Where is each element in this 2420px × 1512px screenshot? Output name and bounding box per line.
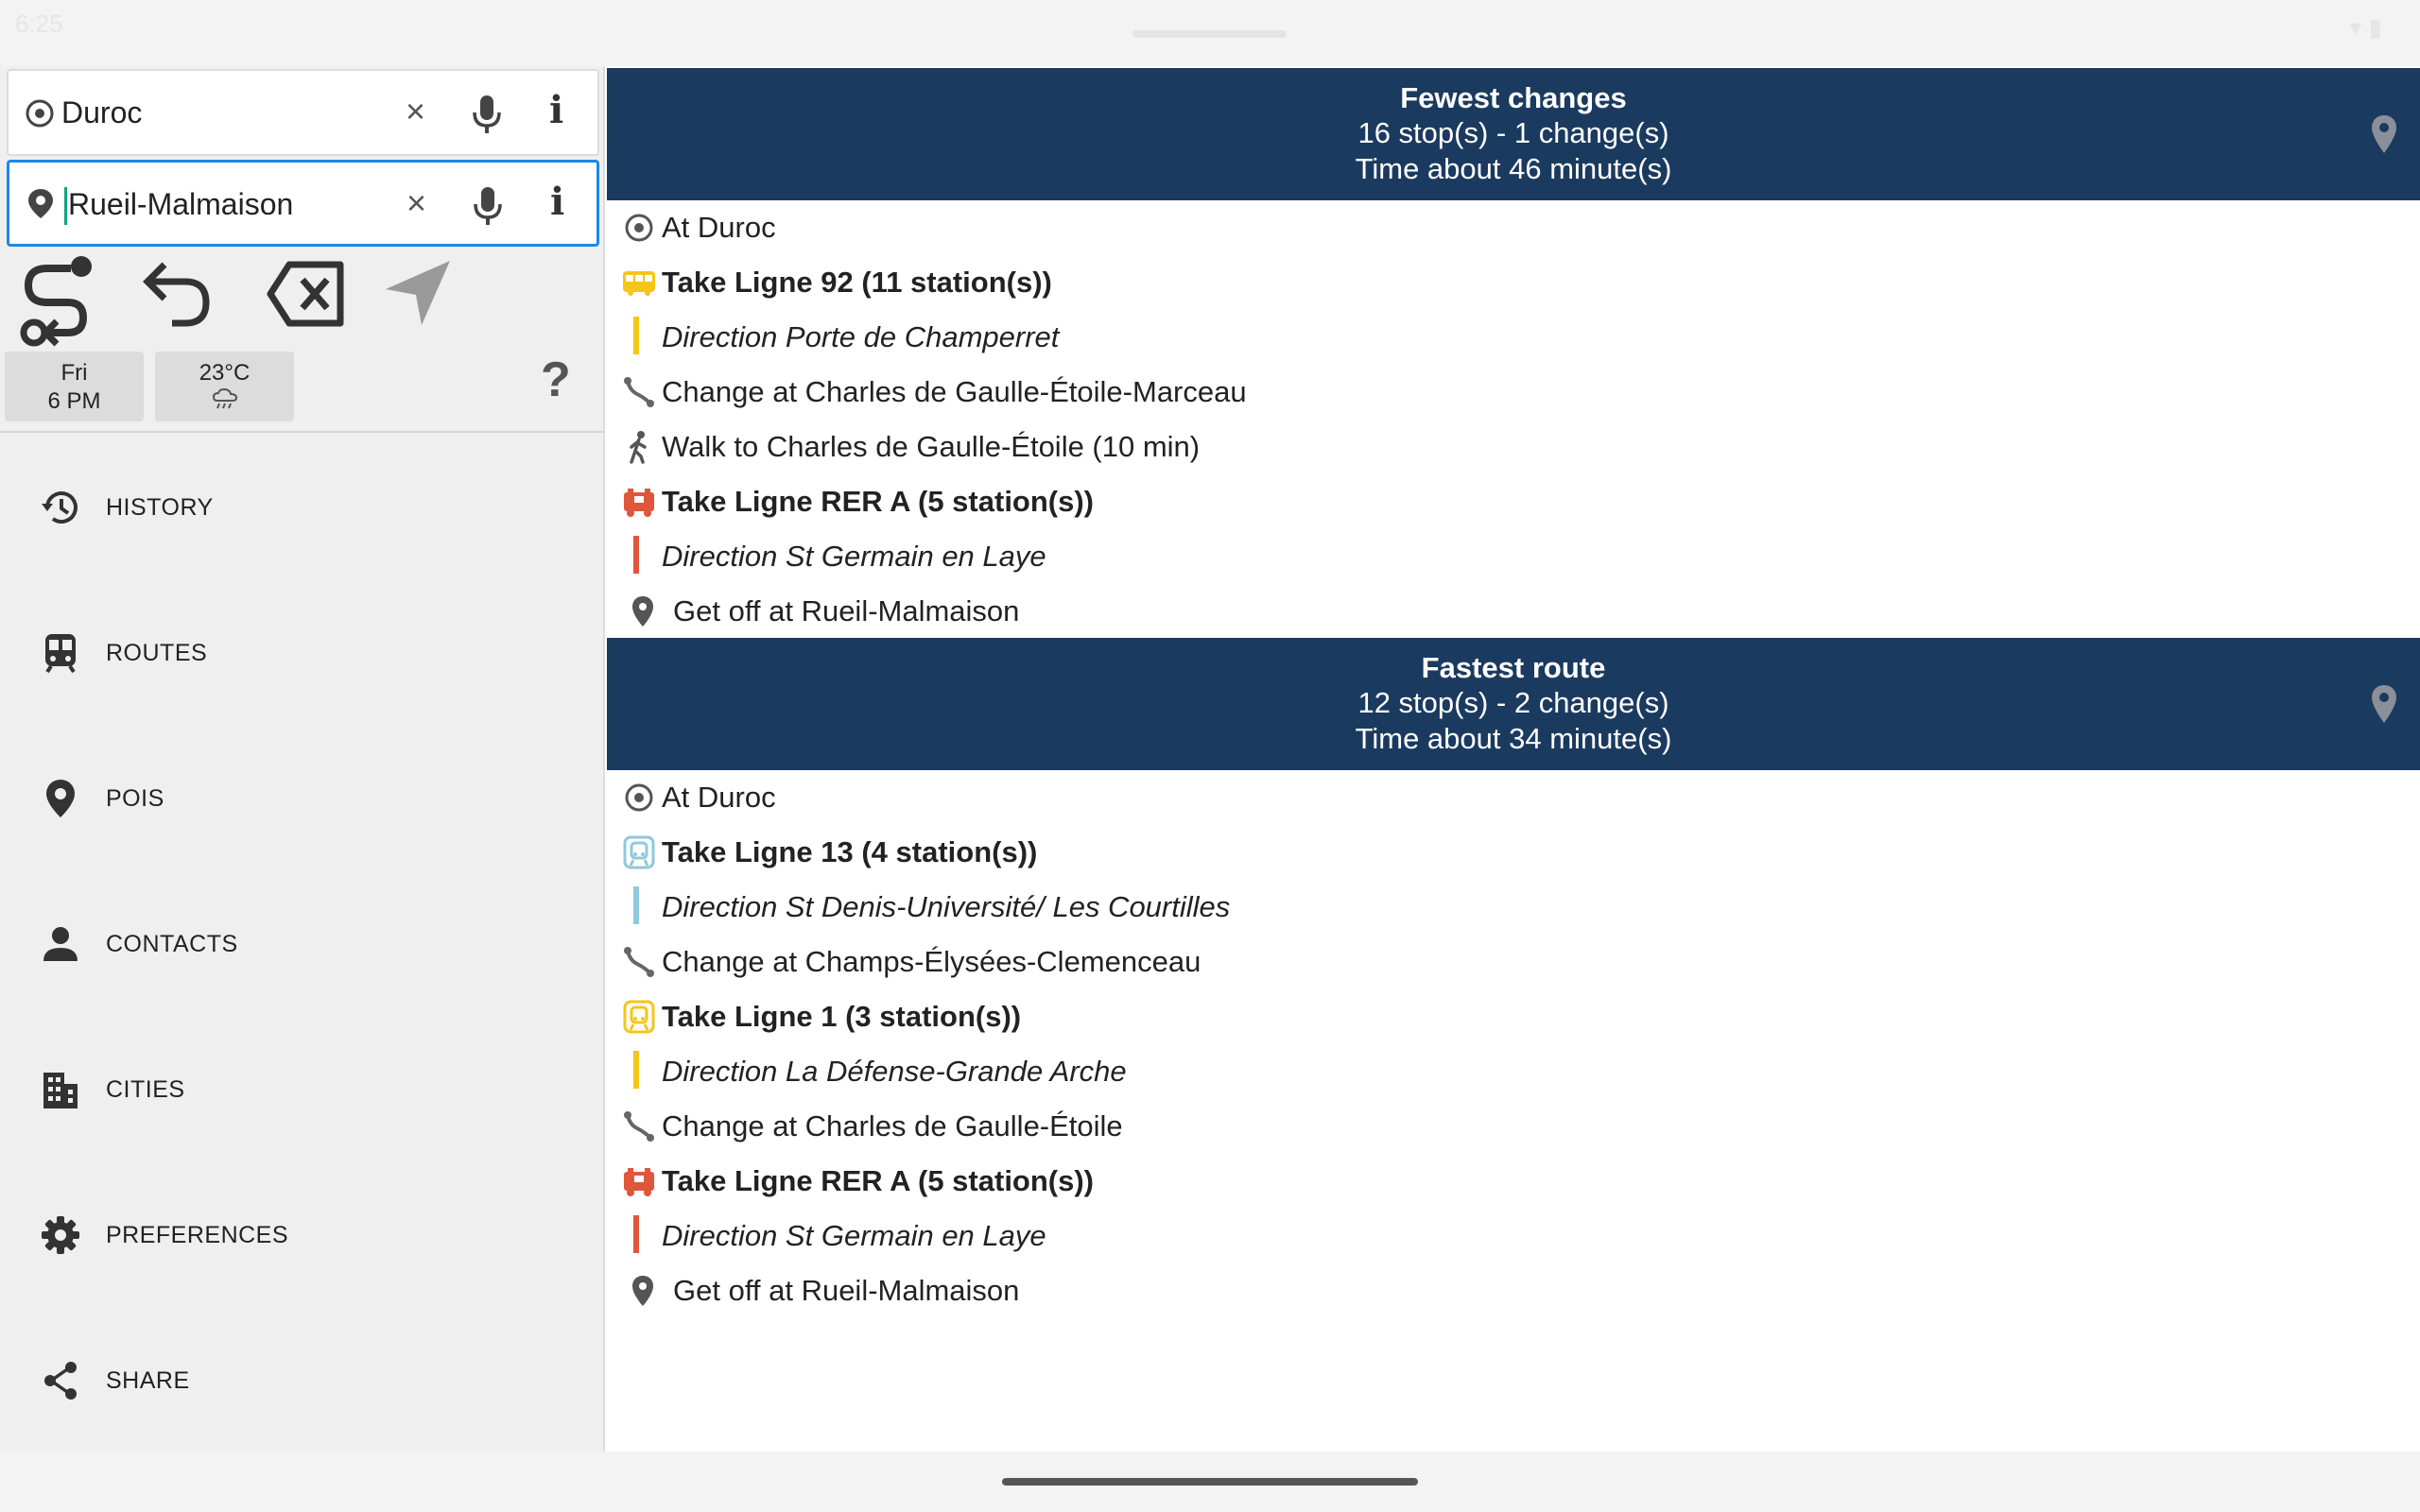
origin-target-icon (622, 781, 656, 815)
city-icon (40, 1069, 81, 1110)
transfer-icon (622, 375, 656, 409)
route-duration: Time about 34 minute(s) (1355, 722, 1672, 755)
top-drag-handle[interactable] (1132, 30, 1287, 38)
help-icon[interactable]: ? (541, 352, 571, 407)
step-direction (607, 1045, 2403, 1100)
history-icon (40, 487, 81, 528)
step-text: Get off at Rueil-Malmaison (673, 1274, 1020, 1307)
chip-time: 6 PM (47, 388, 101, 414)
step-take-line (607, 256, 2403, 311)
menu-label-cities: CITIES (106, 1076, 185, 1103)
datetime-chip[interactable] (5, 352, 144, 421)
menu-item-share[interactable] (0, 1332, 605, 1426)
route-header-fastest-route[interactable] (607, 638, 2420, 770)
step-text: Direction St Germain en Laye (662, 540, 1046, 573)
divider (0, 431, 605, 433)
chip-day: Fri (60, 360, 88, 386)
menu-label-share: SHARE (106, 1367, 190, 1394)
microphone-icon[interactable] (468, 94, 506, 135)
step-direction (607, 530, 2403, 585)
metro-icon (622, 835, 656, 869)
step-text: Take Ligne 92 (11 station(s)) (662, 266, 1052, 299)
microphone-icon[interactable] (469, 185, 507, 227)
menu-item-preferences[interactable] (0, 1186, 605, 1280)
chip-temperature: 23°C (199, 360, 251, 386)
walk-icon (622, 430, 656, 464)
line-color-bar (633, 1051, 639, 1089)
route-header-fewest-changes[interactable] (607, 68, 2420, 200)
wifi-battery-icon: ▾ ▮ (2349, 13, 2382, 42)
status-time: 6:25 (15, 9, 63, 38)
step-end (607, 1264, 2403, 1319)
destination-input[interactable]: Rueil-Malmaison (68, 187, 294, 221)
location-pin-icon (40, 778, 81, 819)
menu-item-routes[interactable] (0, 604, 605, 698)
bus-icon (622, 266, 656, 300)
left-panel (0, 66, 605, 1452)
show-on-map-pin-icon[interactable] (2369, 113, 2399, 155)
navigation-bar (0, 1452, 2420, 1512)
step-text: Take Ligne RER A (5 station(s)) (662, 1164, 1095, 1197)
step-take-line (607, 826, 2403, 881)
rain-cloud-icon (212, 387, 238, 410)
step-text: Change at Charles de Gaulle-Étoile (662, 1109, 1123, 1143)
step-direction (607, 1210, 2403, 1264)
step-text: Change at Charles de Gaulle-Étoile-Marceau (662, 375, 1247, 408)
home-gesture-handle[interactable] (1002, 1478, 1418, 1486)
step-direction (607, 881, 2403, 936)
origin-field[interactable] (7, 69, 599, 156)
step-text: Take Ligne 13 (4 station(s)) (662, 835, 1038, 868)
step-end (607, 585, 2403, 640)
location-pin-icon (630, 1274, 664, 1308)
show-on-map-pin-icon[interactable] (2369, 683, 2399, 725)
swap-route-icon[interactable] (19, 253, 100, 348)
clear-origin-icon[interactable]: × (406, 92, 426, 130)
line-color-bar (633, 536, 639, 574)
origin-input[interactable]: Duroc (61, 95, 143, 129)
step-text: Direction Porte de Champerret (662, 320, 1060, 353)
status-bar (0, 0, 2420, 66)
step-text: Take Ligne 1 (3 station(s)) (662, 1000, 1022, 1033)
route-title: Fastest route (1421, 651, 1606, 684)
line-color-bar (633, 1215, 639, 1253)
location-pin-icon (630, 594, 664, 628)
line-color-bar (633, 317, 639, 354)
share-icon (40, 1360, 81, 1401)
step-change (607, 936, 2403, 990)
step-text: Direction St Denis-Université/ Les Courtilles (662, 890, 1231, 923)
menu-label-history: HISTORY (106, 494, 214, 521)
step-text: Direction St Germain en Laye (662, 1219, 1046, 1252)
navigate-arrow-icon[interactable] (382, 257, 454, 329)
step-text: Get off at Rueil-Malmaison (673, 594, 1020, 627)
menu-item-pois[interactable] (0, 749, 605, 844)
step-start (607, 201, 2403, 256)
step-take-line (607, 1155, 2403, 1210)
menu-label-preferences: PREFERENCES (106, 1222, 289, 1248)
step-direction (607, 311, 2403, 366)
gear-icon (40, 1214, 81, 1256)
metro-icon (622, 1000, 656, 1034)
routes-panel (607, 66, 2420, 1452)
destination-field[interactable] (7, 160, 599, 247)
step-text: At Duroc (662, 211, 776, 244)
route-stops-changes: 16 stop(s) - 1 change(s) (1357, 116, 1669, 149)
step-take-line (607, 990, 2403, 1045)
step-walk (607, 421, 2403, 475)
menu-label-pois: POIS (106, 785, 164, 812)
undo-icon[interactable] (140, 255, 216, 331)
origin-target-icon (622, 211, 656, 245)
line-color-bar (633, 886, 639, 924)
menu-item-cities[interactable] (0, 1040, 605, 1135)
transfer-icon (622, 1109, 656, 1143)
step-text: Change at Champs-Élysées-Clemenceau (662, 945, 1201, 978)
menu-item-contacts[interactable] (0, 895, 605, 989)
menu-item-history[interactable] (0, 458, 605, 553)
step-change (607, 1100, 2403, 1155)
step-text: Walk to Charles de Gaulle-Étoile (10 min) (662, 430, 1201, 463)
route-duration: Time about 46 minute(s) (1355, 152, 1672, 185)
backspace-clear-icon[interactable] (267, 259, 346, 329)
step-start (607, 771, 2403, 826)
weather-chip[interactable] (155, 352, 294, 421)
route-stops-changes: 12 stop(s) - 2 change(s) (1357, 686, 1669, 719)
transfer-icon (622, 945, 656, 979)
rer-train-icon (622, 1164, 656, 1198)
clear-destination-icon[interactable]: × (406, 183, 427, 222)
person-icon (40, 923, 81, 965)
rer-train-icon (622, 485, 656, 519)
text-caret (64, 187, 67, 225)
origin-target-icon (24, 97, 56, 129)
destination-info-icon[interactable]: i (550, 180, 565, 224)
destination-pin-icon (25, 187, 57, 219)
train-icon (40, 632, 81, 674)
menu-label-routes: ROUTES (106, 640, 208, 666)
route-title: Fewest changes (1400, 81, 1627, 114)
origin-info-icon[interactable]: i (549, 88, 564, 132)
step-change (607, 366, 2403, 421)
step-take-line (607, 475, 2403, 530)
step-text: At Duroc (662, 781, 776, 814)
step-text: Take Ligne RER A (5 station(s)) (662, 485, 1095, 518)
step-text: Direction La Défense-Grande Arche (662, 1055, 1127, 1088)
menu-label-contacts: CONTACTS (106, 931, 238, 957)
